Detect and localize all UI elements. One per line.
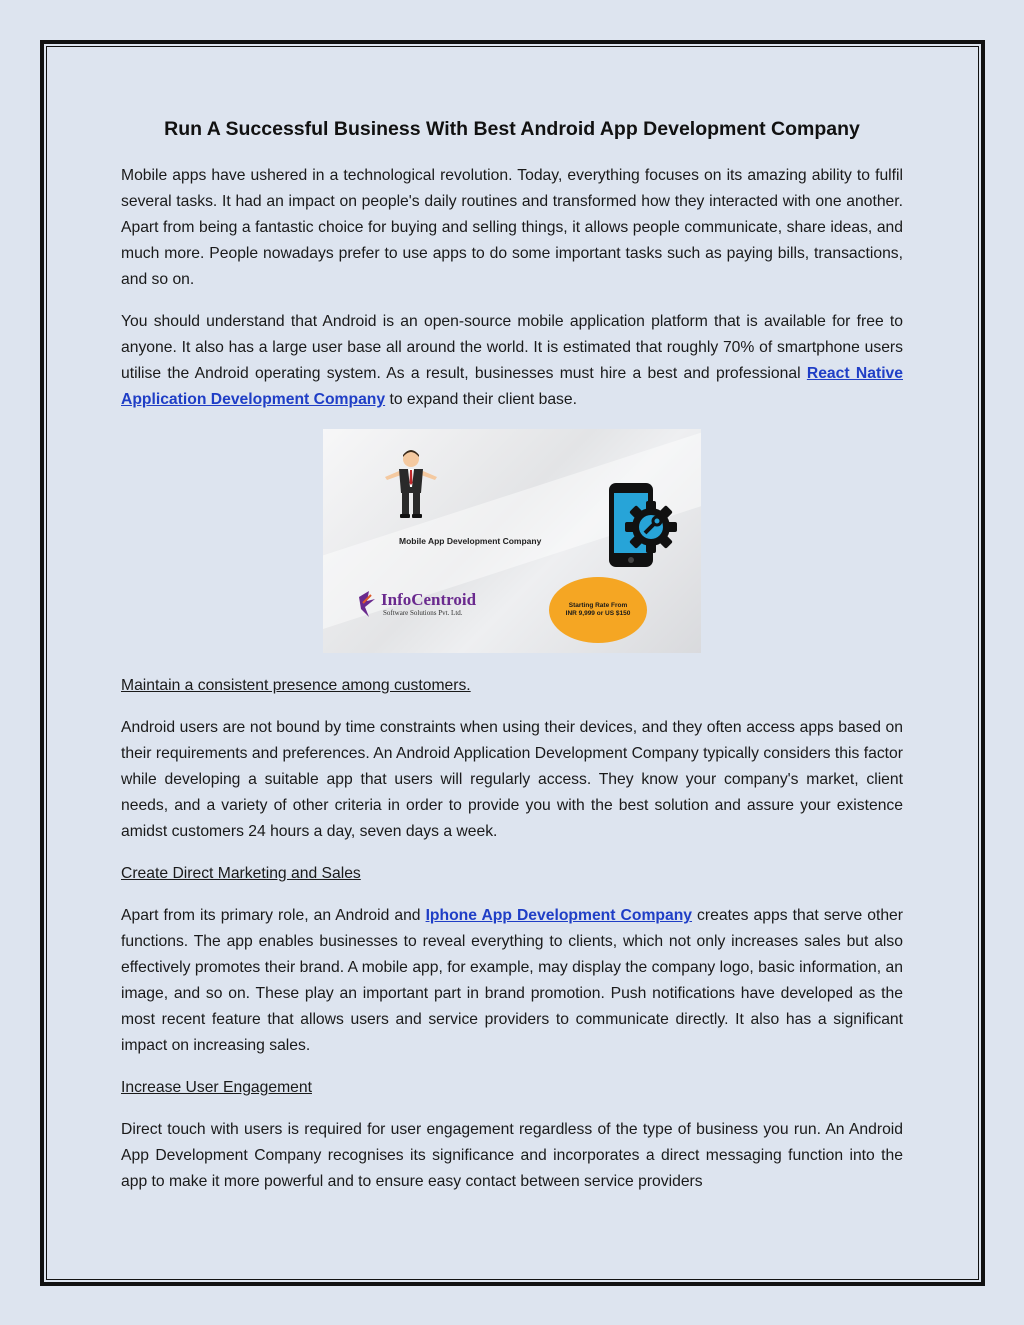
figure-caption: Mobile App Development Company (399, 536, 542, 546)
paragraph-text: Apart from its primary role, an Android and (121, 907, 426, 924)
document-title: Run A Successful Business With Best Android App Development Company (164, 118, 860, 140)
iphone-company-link[interactable]: Iphone App Development Company (425, 907, 693, 924)
paragraph-text: creates apps that serve other functions. The app enables businesses to reveal everything to clients, which not only increases sales but also effectively promotes their brand. A mobile app, for example, may display the company logo, basic information, an image, and so on. These play an important part in brand promotion. Push notifications have developed as the most recent feature that allows users and service providers to communicate directly. It also has a significant impact on increasing sales. (121, 907, 903, 1054)
paragraph-marketing (121, 903, 903, 1059)
paragraph-text: You should understand that Android is an open-source mobile application platform that is available for free to anyone. It also has a large user base all around the world. It is estimated that roughly 70% of smartphone users utilise the Android operating system. As a result, businesses must hire a best and professional (121, 313, 903, 382)
paragraph-android-platform (121, 309, 903, 413)
figure-container (121, 429, 903, 653)
infocentroid-logo (357, 589, 476, 619)
subheading-engagement: Increase User Engagement (121, 1079, 312, 1096)
businessman-illustration (381, 447, 441, 519)
react-native-company-link[interactable]: React Native Application Development Company (121, 365, 903, 408)
logo-subtitle: Software Solutions Pvt. Ltd. (383, 609, 463, 617)
rate-value: INR 9,999 or US $150 (565, 610, 631, 617)
paragraph-presence: Android users are not bound by time constraints when using their devices, and they often access apps based on their requirements and preferences. An Android Application Development Company typically considers this factor while developing a suitable app that users will regularly access. They know your company's market, client needs, and a variety of other criteria in order to provide you with the best solution and assure your existence amidst customers 24 hours a day, seven days a week. (121, 719, 903, 840)
smartphone-gear-icon (605, 481, 685, 571)
paragraph-intro: Mobile apps have ushered in a technological revolution. Today, everything focuses on its amazing ability to fulfil several tasks. It had an impact on people's daily routines and transformed how they interacted with one another. Apart from being a fantastic choice for buying and selling things, it allows people communicate, share ideas, and much more. People nowadays prefer to use apps to do some important tasks such as paying bills, transactions, and so on. (121, 167, 903, 288)
logo-name: InfoCentroid (381, 590, 477, 609)
subheading-presence: Maintain a consistent presence among customers. (121, 677, 471, 694)
infocentroid-logo-icon (357, 589, 377, 619)
document-body (121, 118, 903, 1211)
subheading-marketing: Create Direct Marketing and Sales (121, 865, 361, 882)
paragraph-text: to expand their client base. (385, 391, 577, 408)
starting-rate-badge (549, 577, 647, 643)
promo-image (323, 429, 701, 653)
paragraph-engagement: Direct touch with users is required for user engagement regardless of the type of business you run. An Android App Development Company recognises its significance and incorporates a direct messaging function into the app to make it more powerful and to ensure easy contact between service providers (121, 1121, 903, 1190)
rate-label: Starting Rate From (568, 602, 628, 609)
